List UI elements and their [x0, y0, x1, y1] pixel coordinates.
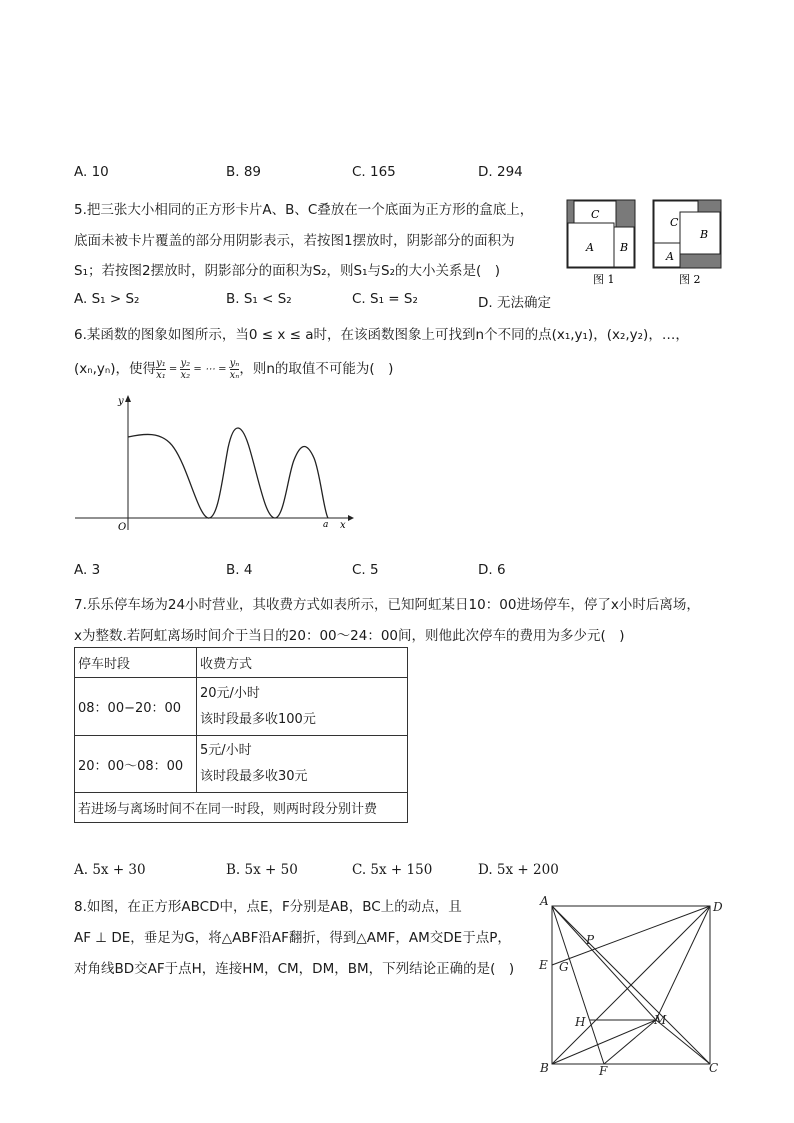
q7-option-c: C. 5x + 150	[352, 862, 433, 878]
q4-option-c: C. 165	[352, 164, 396, 180]
fig2-label-a: A	[666, 250, 674, 263]
point-a-label: A	[540, 894, 549, 908]
table-header-period: 停车时段	[75, 648, 197, 678]
fig2-caption: 图 2	[679, 273, 701, 286]
graph-label-a: a	[323, 520, 329, 530]
q4-option-b: B. 89	[226, 164, 262, 180]
table-row-1-rate: 20元/小时	[200, 685, 260, 701]
point-h-label: H	[575, 1015, 586, 1029]
fig2-label-c: C	[670, 216, 679, 229]
q6-line-1: 6.某函数的图象如图所示，当0 ≤ x ≤ a时，在该函数图象上可找到n个不同的点(x₁,y₁)，(x₂,y₂)，…，	[74, 327, 689, 343]
q6-option-d: D. 6	[478, 562, 506, 578]
q8-line-2: AF ⊥ DE，垂足为G，将△ABF沿AF翻折，得到△AMF，AM交DE于点P，	[74, 930, 511, 946]
fig1-label-b: B	[620, 241, 629, 254]
q6-ratio-formula: $\frac{\text{y₁}}{\text{x₁}}$ = $\frac{\text{y₂}}{\text{x₂}}$ = ⋯ = $\frac{\text{yₙ}}{\text{xₙ}}$	[156, 357, 240, 381]
point-g-label: G	[559, 960, 569, 974]
q5-figure-1	[567, 200, 635, 286]
q7-option-a: A. 5x + 30	[74, 862, 146, 878]
q5-line-3: S₁；若按图2摆放时，阴影部分的面积为S₂，则S₁与S₂的大小关系是( )	[74, 263, 501, 279]
point-f-label: F	[599, 1064, 608, 1078]
fig1-label-a: A	[586, 241, 594, 254]
table-row-2-rate: 5元/小时	[200, 743, 252, 758]
q6-option-b: B. 4	[226, 562, 253, 578]
q7-option-d: D. 5x + 200	[478, 862, 559, 878]
q8-line-3: 对角线BD交AF于点H，连接HM，CM，DM，BM，下列结论正确的是( )	[74, 961, 515, 977]
q5-option-a: A. S₁ > S₂	[74, 291, 140, 307]
point-d-label: D	[713, 900, 723, 914]
q8-line-1: 8.如图，在正方形ABCD中，点E，F分别是AB，BC上的动点，且	[74, 899, 462, 915]
point-p-label: P	[586, 933, 595, 947]
q6-line-2-post: ，则n的取值不可能为( )	[239, 361, 394, 377]
graph-label-x: x	[340, 520, 346, 531]
q5-figures	[562, 198, 732, 290]
q5-figure-2	[653, 200, 721, 286]
fig1-label-c: C	[591, 208, 600, 221]
x-axis-arrow-icon	[348, 515, 354, 521]
table-note: 若进场与离场时间不在同一时段，则两时段分别计费	[75, 793, 408, 823]
q4-option-d: D. 294	[478, 164, 523, 180]
table-row-1-period: 08：00−20：00	[75, 678, 197, 736]
q5-option-c: C. S₁ = S₂	[352, 291, 418, 307]
q6-option-a: A. 3	[74, 562, 101, 578]
fig2-label-b: B	[700, 228, 709, 241]
q6-function-graph	[70, 390, 360, 540]
point-m-label: M	[654, 1013, 667, 1027]
q7-option-b: B. 5x + 50	[226, 862, 298, 878]
point-e-label: E	[539, 958, 548, 972]
table-row-2-period: 20：00～08：00	[75, 736, 197, 793]
q8-square-figure	[530, 890, 730, 1080]
q5-option-b: B. S₁ < S₂	[226, 291, 292, 307]
table-header-method: 收费方式	[197, 648, 408, 678]
graph-label-y: y	[118, 396, 124, 407]
table-row-2-cap: 该时段最多收30元	[200, 769, 308, 784]
q7-line-2: x为整数.若阿虹离场时间介于当日的20：00～24：00间，则他此次停车的费用为多少元( )	[74, 628, 625, 644]
q5-line-2: 底面未被卡片覆盖的部分用阴影表示，若按图1摆放时，阴影部分的面积为	[74, 233, 515, 249]
table-row-1-method	[197, 678, 408, 736]
y-axis-arrow-icon	[125, 395, 131, 402]
function-curve	[128, 428, 328, 518]
q5-line-1: 5.把三张大小相同的正方形卡片A、B、C叠放在一个底面为正方形的盒底上，	[74, 202, 534, 218]
q5-option-d: D. 无法确定	[478, 295, 551, 311]
q6-option-c: C. 5	[352, 562, 379, 578]
table-row-2-method	[197, 736, 408, 793]
q4-option-a: A. 10	[74, 164, 109, 180]
q6-line-2-pre: (xₙ,yₙ)，使得	[74, 361, 157, 377]
q7-line-1: 7.乐乐停车场为24小时营业，其收费方式如表所示，已知阿虹某日10：00进场停车，停了x小时后离场，	[74, 597, 700, 613]
q6-line-2	[74, 357, 393, 381]
fig1-caption: 图 1	[593, 273, 615, 286]
point-b-label: B	[540, 1061, 549, 1075]
q7-fee-table	[74, 647, 408, 823]
table-row-1-cap: 该时段最多收100元	[200, 711, 316, 727]
graph-label-origin: O	[118, 522, 127, 533]
point-c-label: C	[709, 1061, 719, 1075]
